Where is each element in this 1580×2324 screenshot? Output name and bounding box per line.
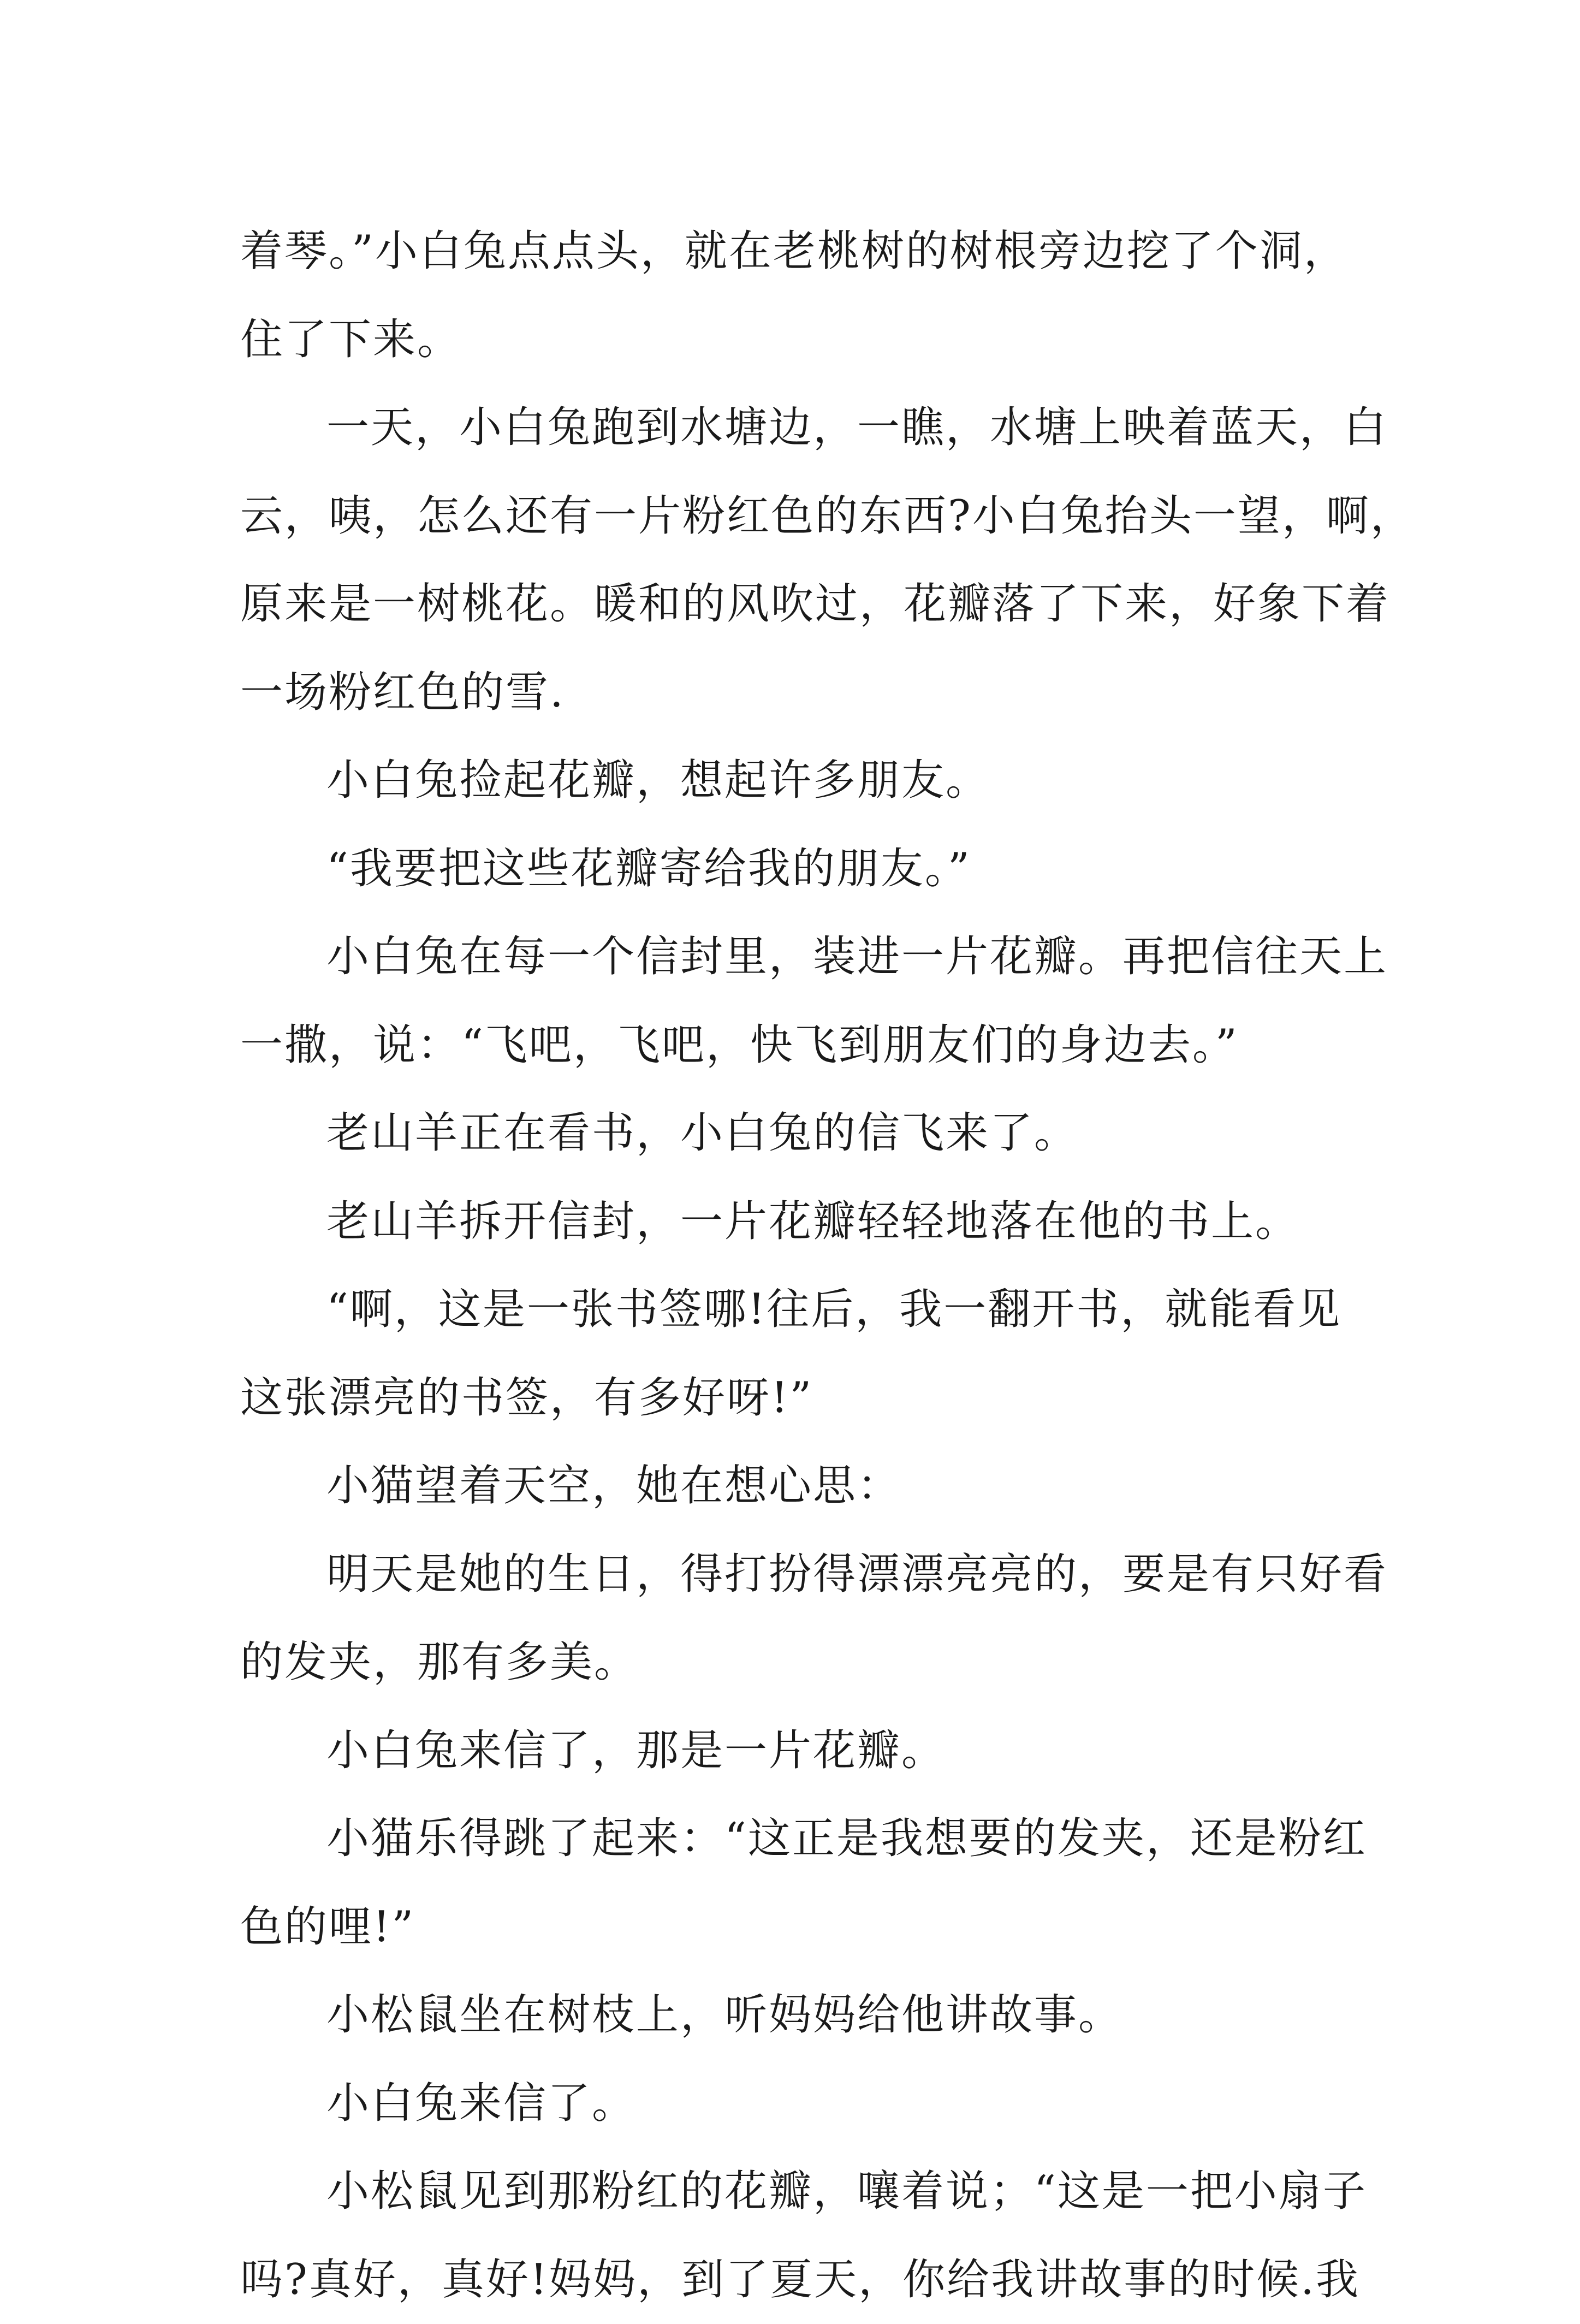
text-line: 老山羊拆开信封，一片花瓣轻轻地落在他的书上。	[240, 1178, 1354, 1266]
text-line: 一天，小白兔跑到水塘边，一瞧，水塘上映着蓝天，白	[240, 384, 1354, 472]
text-line: 这张漂亮的书签，有多好呀!”	[240, 1354, 1354, 1443]
text-line: 小松鼠见到那粉红的花瓣，嚷着说；“这是一把小扇子	[240, 2148, 1354, 2236]
text-line: 小白兔来信了。	[240, 2060, 1354, 2148]
text-line: 原来是一树桃花。暖和的风吹过，花瓣落了下来，好象下着	[240, 560, 1354, 649]
text-line: 吗?真好，真好!妈妈，到了夏天，你给我讲故事的时候.我	[240, 2236, 1354, 2324]
story-text	[240, 208, 1354, 2324]
text-line: 老山羊正在看书，小白兔的信飞来了。	[240, 1089, 1354, 1178]
text-line: 小白兔在每一个信封里，装进一片花瓣。再把信往天上	[240, 913, 1354, 1001]
text-line: 小松鼠坐在树枝上，听妈妈给他讲故事。	[240, 1971, 1354, 2060]
text-line: 一撒，说：“飞吧，飞吧，快飞到朋友们的身边去。”	[240, 1001, 1354, 1090]
text-line: 一场粉红色的雪.	[240, 649, 1354, 737]
text-line: “啊，这是一张书签哪!往后，我一翻开书，就能看见	[240, 1266, 1354, 1354]
text-line: 小猫望着天空，她在想心思：	[240, 1442, 1354, 1531]
text-line: 住了下来。	[240, 296, 1354, 384]
text-line: 着琴。”小白兔点点头，就在老桃树的树根旁边挖了个洞，	[240, 208, 1354, 296]
text-line: 小白兔捡起花瓣，想起许多朋友。	[240, 737, 1354, 825]
text-line: 明天是她的生日，得打扮得漂漂亮亮的，要是有只好看	[240, 1531, 1354, 1619]
text-line: 云，咦，怎么还有一片粉红色的东西?小白兔抬头一望，啊，	[240, 472, 1354, 561]
text-line: 的发夹，那有多美。	[240, 1618, 1354, 1707]
text-line: “我要把这些花瓣寄给我的朋友。”	[240, 825, 1354, 914]
text-line: 小白兔来信了，那是一片花瓣。	[240, 1707, 1354, 1795]
text-line: 色的哩!”	[240, 1883, 1354, 1972]
text-line: 小猫乐得跳了起来：“这正是我想要的发夹，还是粉红	[240, 1795, 1354, 1883]
